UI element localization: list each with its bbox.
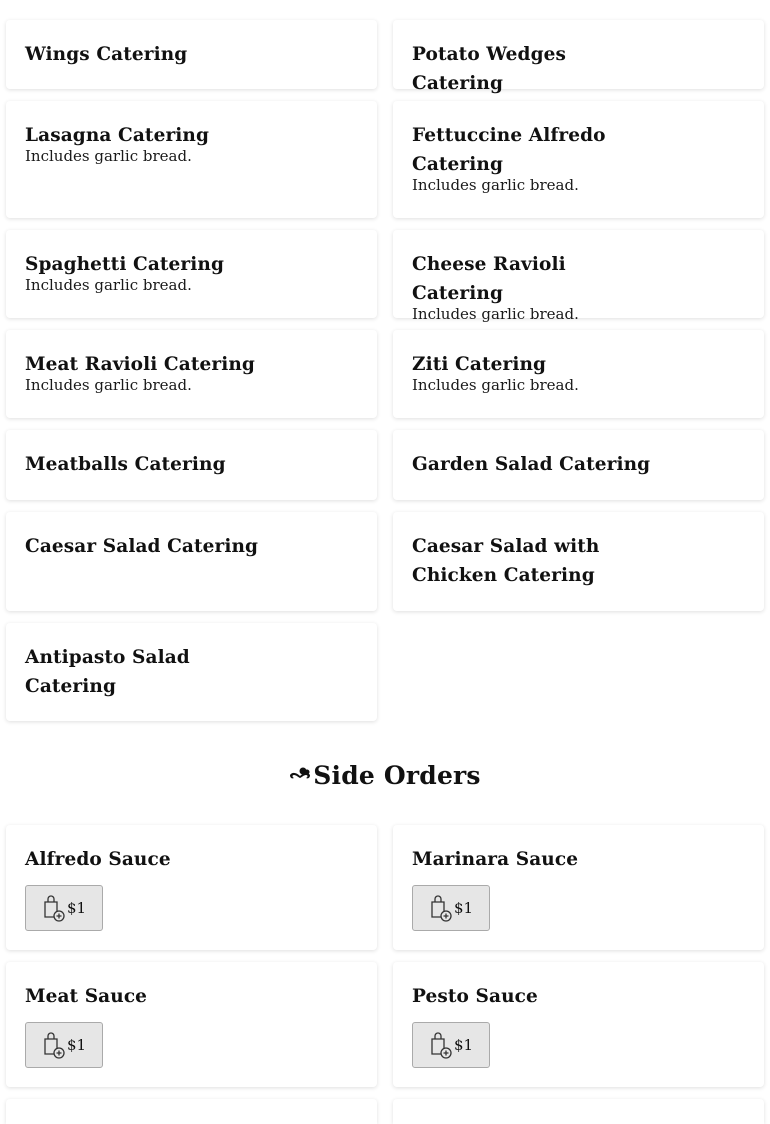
menu-item-title: Alfredo Sauce [25, 849, 171, 870]
add-to-cart-button[interactable] [412, 885, 490, 931]
shopping-bag-add-icon [42, 1031, 66, 1059]
menu-item-card[interactable] [393, 101, 764, 218]
menu-item-card[interactable] [6, 101, 377, 218]
price-label: $1 [453, 1036, 474, 1054]
menu-item-title: Caesar Salad Catering [25, 536, 259, 557]
menu-item-title: Fettuccine Alfredo Catering [412, 125, 606, 175]
menu-item-description: Includes garlic bread. [25, 147, 192, 165]
menu-item-card[interactable] [6, 623, 377, 721]
menu-item-title: Antipasto Salad Catering [25, 647, 190, 697]
menu-item-description: Includes garlic bread. [412, 376, 579, 394]
price-label: $1 [66, 899, 87, 917]
add-to-cart-button[interactable] [25, 885, 103, 931]
menu-item-card[interactable] [6, 430, 377, 500]
menu-item-card[interactable] [393, 20, 764, 94]
side-order-card[interactable] [393, 1099, 764, 1124]
menu-item-card[interactable] [6, 512, 377, 611]
side-order-card[interactable] [6, 825, 377, 950]
menu-item-title: Cheese Ravioli Catering [412, 254, 566, 304]
side-order-card[interactable] [6, 1099, 377, 1124]
menu-item-card[interactable] [393, 430, 764, 500]
section-heading-label: Side Orders [313, 760, 481, 790]
menu-item-title: Caesar Salad with Chicken Catering [412, 536, 600, 586]
menu-item-card[interactable] [393, 230, 764, 323]
menu-item-title: Meatballs Catering [25, 454, 226, 475]
price-label: $1 [453, 899, 474, 917]
menu-item-card[interactable] [6, 20, 377, 89]
menu-item-description: Includes garlic bread. [412, 305, 579, 323]
side-order-card[interactable] [393, 962, 764, 1087]
menu-item-title: Lasagna Catering [25, 125, 209, 146]
menu-item-description: Includes garlic bread. [412, 176, 579, 194]
menu-item-card[interactable] [6, 230, 377, 318]
menu-item-description: Includes garlic bread. [25, 276, 192, 294]
shopping-bag-add-icon [429, 894, 453, 922]
menu-item-card[interactable] [6, 330, 377, 418]
shopping-bag-add-icon [42, 894, 66, 922]
menu-item-title: Spaghetti Catering [25, 254, 224, 275]
menu-item-title: Marinara Sauce [412, 849, 579, 870]
side-order-card[interactable] [6, 962, 377, 1087]
side-order-card[interactable] [393, 825, 764, 950]
menu-item-title: Wings Catering [25, 44, 188, 65]
menu-item-title: Pesto Sauce [412, 986, 538, 1007]
menu-item-card[interactable] [393, 330, 764, 418]
chef-hat-mustache-icon [289, 767, 311, 783]
add-to-cart-button[interactable] [412, 1022, 490, 1068]
menu-item-title: Meat Ravioli Catering [25, 354, 255, 375]
menu-item-card[interactable] [393, 512, 764, 611]
menu-item-title: Potato Wedges Catering [412, 44, 567, 94]
section-heading-side-orders [0, 758, 770, 792]
shopping-bag-add-icon [429, 1031, 453, 1059]
menu-item-description: Includes garlic bread. [25, 376, 192, 394]
menu-item-title: Ziti Catering [412, 354, 547, 375]
add-to-cart-button[interactable] [25, 1022, 103, 1068]
price-label: $1 [66, 1036, 87, 1054]
menu-item-title: Meat Sauce [25, 986, 148, 1007]
menu-item-title: Garden Salad Catering [412, 454, 651, 475]
